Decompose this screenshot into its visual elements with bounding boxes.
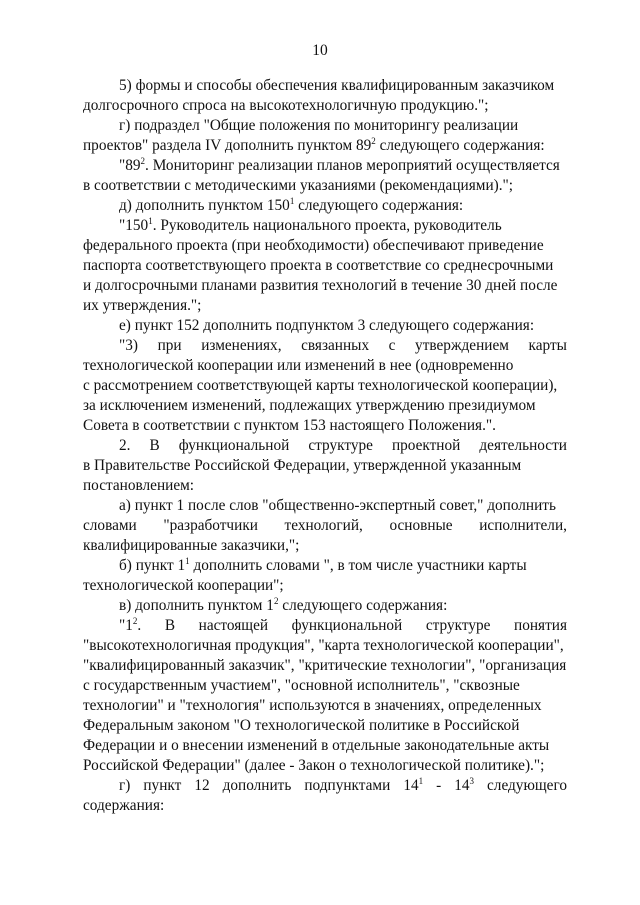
word: дополнить xyxy=(222,777,292,794)
text-segment: "89 xyxy=(119,157,141,174)
word: деятельности xyxy=(479,437,567,454)
text-segment: д) дополнить пунктом 150 xyxy=(119,197,290,214)
document-body xyxy=(83,76,567,816)
text-segment: в) дополнить пунктом 1 xyxy=(119,597,274,614)
word: подпунктами xyxy=(304,777,391,794)
text-segment: паспорта соответствующего проекта в соответствие со среднесрочными xyxy=(83,257,554,274)
superscript: 3 xyxy=(469,775,475,786)
text-segment: технологической кооперации"; xyxy=(83,577,284,594)
word: основные xyxy=(389,517,453,534)
text-segment: в соответствии с методическими указаниями (рекомендациями)."; xyxy=(83,177,514,194)
text-segment: постановлением: xyxy=(83,477,195,494)
text-line xyxy=(83,296,567,316)
text-line xyxy=(83,136,567,156)
word: $14^1$ xyxy=(403,775,424,794)
text-line xyxy=(83,556,567,576)
word: функциональной xyxy=(291,617,403,634)
text-segment: "150 xyxy=(119,217,149,234)
text-segment: с государственным участием", "основной исполнитель", "сквозные xyxy=(83,677,520,694)
text-segment: "квалифицированный заказчик", "критические технологии", "организация xyxy=(83,657,567,674)
word: функциональной xyxy=(178,437,290,454)
word: при xyxy=(157,337,182,354)
text-line xyxy=(83,156,567,176)
word: г) xyxy=(119,777,131,794)
text-line xyxy=(83,576,567,596)
text-segment: следующего содержания: xyxy=(375,137,545,154)
text-segment: Федерации и о внесении изменений в отдельные законодательные акты xyxy=(83,737,550,754)
text-line xyxy=(83,616,567,636)
word: "разработчики xyxy=(163,517,258,534)
text-segment: квалифицированные заказчики,"; xyxy=(83,537,300,554)
text-segment: 5) формы и способы обеспечения квалифицированным заказчиком xyxy=(119,77,555,94)
text-line xyxy=(83,216,567,236)
text-line xyxy=(83,396,567,416)
text-line xyxy=(83,656,567,676)
text-line xyxy=(83,76,567,96)
text-line xyxy=(83,116,567,136)
text-segment: за исключением изменений, подлежащих утверждению президиумом xyxy=(83,397,536,414)
text-segment: а) пункт 1 после слов "общественно-экспертный совет," дополнить xyxy=(119,497,556,514)
superscript: 1 xyxy=(418,775,424,786)
word: 12 xyxy=(194,777,210,794)
word: "$1^2$. xyxy=(119,615,142,634)
superscript: 2 xyxy=(132,615,138,626)
text-segment: технологической кооперации или изменений в нее (одновременно xyxy=(83,357,514,374)
word: словами xyxy=(83,517,137,534)
text-line xyxy=(83,736,567,756)
text-line xyxy=(83,356,567,376)
text-line xyxy=(83,496,567,516)
text-line xyxy=(83,756,567,776)
text-line xyxy=(83,536,567,556)
superscript: 2 xyxy=(371,135,376,146)
text-line xyxy=(83,416,567,436)
word: исполнители, xyxy=(479,517,567,534)
text-segment: их утверждения."; xyxy=(83,297,202,314)
text-line xyxy=(83,176,567,196)
text-segment: следующего содержания: xyxy=(294,197,464,214)
text-segment: б) пункт 1 xyxy=(119,557,186,574)
word: 2. xyxy=(119,437,131,454)
word: карты xyxy=(528,337,567,354)
text-line xyxy=(83,796,567,816)
text-segment: следующего содержания: xyxy=(278,597,448,614)
word: утверждением xyxy=(415,337,509,354)
text-line xyxy=(83,276,567,296)
text-segment: проектов" раздела IV дополнить пунктом 89 xyxy=(83,137,372,154)
word: структуре xyxy=(308,437,373,454)
word: следующего xyxy=(487,777,567,794)
text-segment: Совета в соответствии с пунктом 153 настоящего Положения.". xyxy=(83,417,496,434)
text-segment: и долгосрочными планами развития технологий в течение 30 дней после xyxy=(83,277,558,294)
superscript: 1 xyxy=(148,215,153,226)
text-line xyxy=(83,436,567,456)
text-line xyxy=(83,636,567,656)
text-line xyxy=(83,456,567,476)
text-line xyxy=(83,316,567,336)
word: с xyxy=(388,337,396,354)
word: В xyxy=(164,617,176,634)
word: технологий, xyxy=(284,517,363,534)
text-line xyxy=(83,716,567,736)
word: проектной xyxy=(391,437,461,454)
text-segment: технологии" и "технология" используются в значениях, определенных xyxy=(83,697,542,714)
word: В xyxy=(149,437,160,454)
superscript: 2 xyxy=(140,155,146,166)
text-line xyxy=(83,476,567,496)
text-segment: долгосрочного спроса на высокотехнологичную продукцию."; xyxy=(83,97,489,114)
word: связанных xyxy=(301,337,370,354)
word: - xyxy=(436,777,442,794)
text-line xyxy=(83,516,567,536)
text-segment: е) пункт 152 дополнить подпунктом 3 следующего содержания: xyxy=(119,317,535,334)
word: изменениях, xyxy=(201,337,282,354)
text-segment: дополнить словами ", в том числе участники карты xyxy=(189,557,527,574)
superscript: 2 xyxy=(273,595,279,606)
word: "3) xyxy=(119,337,138,354)
text-line xyxy=(83,96,567,116)
word: настоящей xyxy=(198,617,269,634)
text-line xyxy=(83,256,567,276)
word: понятия xyxy=(514,617,567,634)
text-line xyxy=(83,596,567,616)
superscript: 1 xyxy=(185,555,190,566)
text-segment: с рассмотрением соответствующей карты технологической кооперации), xyxy=(83,377,558,394)
text-segment: федерального проекта (при необходимости) обеспечивают приведение xyxy=(83,237,544,254)
text-segment: . Мониторинг реализации планов мероприятий осуществляется xyxy=(145,157,560,174)
text-segment: . Руководитель национального проекта, руководитель xyxy=(152,217,502,234)
text-line xyxy=(83,776,567,796)
superscript: 1 xyxy=(289,195,295,206)
text-segment: в Правительстве Российской Федерации, утвержденной указанным xyxy=(83,457,522,474)
text-line xyxy=(83,376,567,396)
word: пункт xyxy=(143,777,182,794)
text-line xyxy=(83,236,567,256)
text-segment: содержания: xyxy=(83,797,165,814)
text-segment: "высокотехнологичная продукция", "карта технологической кооперации", xyxy=(83,637,564,654)
word: $14^3$ xyxy=(454,775,475,794)
text-line xyxy=(83,676,567,696)
text-line xyxy=(83,696,567,716)
page-number: 10 xyxy=(312,42,328,59)
text-segment: г) подраздел "Общие положения по мониторингу реализации xyxy=(119,117,519,134)
text-segment: Российской Федерации" (далее - Закон о технологической политике)."; xyxy=(83,757,545,774)
text-line xyxy=(83,196,567,216)
word: структуре xyxy=(425,617,491,634)
text-line xyxy=(83,336,567,356)
text-segment: Федеральным законом "О технологической политике в Российской xyxy=(83,717,520,734)
